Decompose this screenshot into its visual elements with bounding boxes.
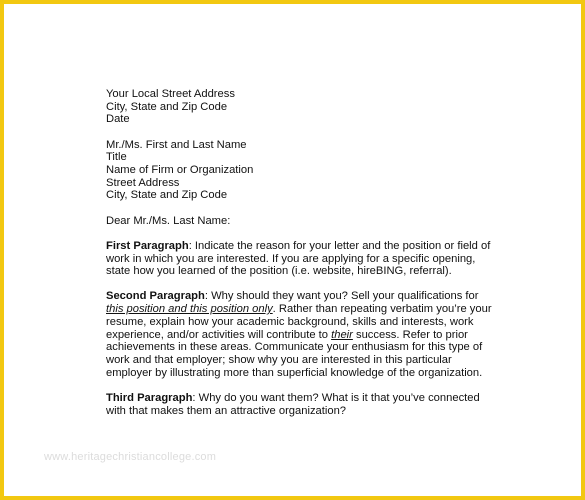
second-paragraph-text-4a: experience, and/or activities will contribute to: [106, 328, 332, 341]
second-paragraph-emphasis: this position and this position only: [106, 303, 273, 316]
third-paragraph-heading: Third Paragraph: [106, 391, 193, 404]
first-paragraph-line-1: [106, 240, 498, 253]
sender-city: City, State and Zip Code: [106, 100, 228, 113]
second-paragraph-text-1: : Why should they want you? Sell your qualifications for: [204, 290, 479, 303]
recipient-name: Mr./Ms. First and Last Name: [106, 138, 247, 151]
sender-address: Your Local Street Address: [106, 88, 235, 100]
sender-date: Date: [106, 113, 130, 126]
third-paragraph-line-1: [106, 392, 498, 405]
first-paragraph: [106, 240, 498, 278]
first-paragraph-text-1: : Indicate the reason for your letter and the position or field of: [188, 239, 491, 252]
second-paragraph-line-6: work and that employer; show why you are interested in this particular: [106, 353, 452, 366]
first-paragraph-heading: First Paragraph: [106, 239, 189, 252]
recipient-firm: Name of Firm or Organization: [106, 164, 254, 177]
second-paragraph-heading: Second Paragraph: [106, 290, 205, 303]
salutation-block: [106, 215, 498, 228]
first-paragraph-line-2: work in which you are interested. If you are applying for a specific opening,: [106, 252, 476, 265]
third-paragraph-text-1: : Why do you want them? What is it that you’ve connected: [192, 391, 480, 404]
second-paragraph-line-2: [106, 303, 498, 316]
second-paragraph-their: their: [331, 328, 353, 341]
second-paragraph: [106, 290, 498, 379]
second-paragraph-line-4: [106, 329, 498, 342]
recipient-title: Title: [106, 151, 127, 164]
watermark: www.heritagechristiancollege.com: [44, 451, 217, 463]
second-paragraph-line-7: employer by illustrating more than superficial knowledge of the organization.: [106, 366, 483, 379]
third-paragraph-line-2: with that makes them an attractive organization?: [106, 404, 347, 417]
second-paragraph-text-2: . Rather than repeating verbatim you’re your: [272, 303, 492, 316]
sender-block: [106, 88, 498, 126]
recipient-street: Street Address: [106, 176, 180, 189]
second-paragraph-line-5: achievements in these areas. Communicate your enthusiasm for this type of: [106, 341, 483, 354]
second-paragraph-line-1: [106, 290, 498, 303]
second-paragraph-text-4b: success. Refer to prior: [352, 328, 468, 341]
second-paragraph-line-3: resume, explain how your academic background, skills and interests, work: [106, 315, 474, 328]
first-paragraph-line-3: state how you learned of the position (i.e. website, hireBING, referral).: [106, 265, 452, 278]
salutation: Dear Mr./Ms. Last Name:: [106, 214, 231, 227]
recipient-block: [106, 139, 498, 203]
letter-page: [4, 4, 581, 496]
third-paragraph: [106, 392, 498, 417]
letter-body: [106, 88, 498, 430]
recipient-city: City, State and Zip Code: [106, 189, 228, 202]
